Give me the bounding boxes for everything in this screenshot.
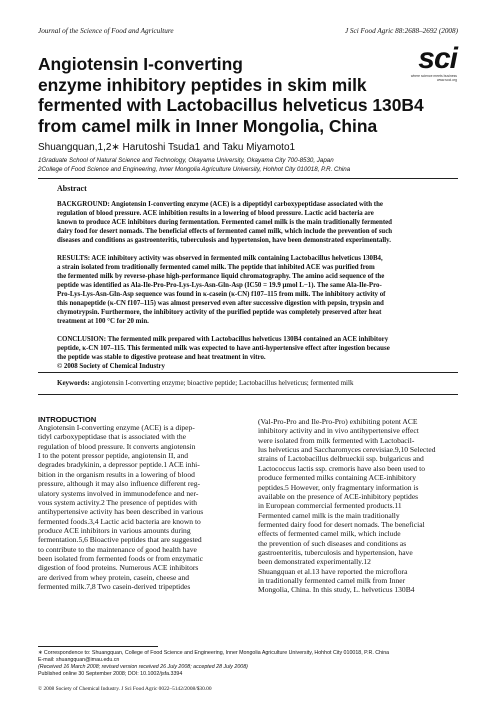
body-line: pressure, although it may also influence different reg-	[38, 479, 201, 489]
title-line: Angiotensin I-converting	[38, 54, 243, 74]
body-line: inhibitory activity and in vivo antihypertensive effect	[258, 426, 419, 436]
abstract-results	[57, 255, 441, 327]
affiliation-1: 1Graduate School of Natural Science and Technology, Okayama University, Okayama City 700-8530, Japan	[38, 157, 334, 164]
body-line: are derived from whey protein, casein, cheese and	[38, 572, 190, 582]
abstract-line: the fermented milk by reverse-phase high-performance liquid chromatography. The amino acid sequence of the	[57, 272, 385, 280]
body-line: in traditionally fermented camel milk from Inner	[258, 576, 406, 586]
body-line: produce fermented milks containing ACE-inhibitory	[258, 473, 417, 483]
abstract-line: peptide was identified as Ala-Ile-Pro-Pro-Lys-Lys-Asn-Gln-Asp (IC50 = 19.9 μmol L−1). The same Ala-Ile-Pro-	[57, 281, 382, 289]
introduction-left-column	[38, 423, 228, 591]
body-line: fermented foods.3,4 Lactic acid bacteria are known to	[38, 516, 201, 526]
body-line: lus helveticus and Saccharomyces cerevisiae.9,10 Selected	[258, 445, 436, 455]
body-line: ulatory systems involved in immunodefence and ner-	[38, 488, 199, 498]
body-line: tidyl carboxypeptidase that is associated with the	[38, 432, 186, 442]
abstract-heading: Abstract	[57, 184, 87, 193]
body-line: produce ACE inhibitors in various amounts during	[38, 525, 191, 535]
abstract-line: treatment at 100 °C for 20 min.	[57, 317, 149, 325]
abstract-line: dairy food for desert nomads. The beneficial effects of fermented camel milk, which include the prevention of such	[57, 227, 393, 235]
author-list: Shuangquan,1,2∗ Harutoshi Tsuda1 and Taku Miyamoto1	[38, 142, 296, 153]
body-line: vous system activity.2 The presence of peptides with	[38, 497, 198, 507]
body-line: Shuangquan et al.13 have reported the microflora	[258, 566, 408, 576]
abstract-line: chymotrypsin. Furthermore, the inhibitory activity of the purified peptide was completely preserved after heat	[57, 308, 382, 316]
abstract-line: RESULTS: ACE inhibitory activity was observed in fermented milk containing Lactobacillus helveticus 130B4,	[57, 255, 383, 262]
body-line: bition in the organism results in a lowering of blood	[38, 469, 195, 479]
body-line: Angiotensin I-converting enzyme (ACE) is a dipep-	[38, 423, 195, 432]
body-line: gastroenteritis, tuberculosis and hypertension, have	[258, 548, 413, 558]
body-line: fermentation.5,6 Bioactive peptides that are suggested	[38, 535, 202, 545]
body-line: were isolated from milk fermented with Lactobacil-	[258, 435, 415, 445]
body-line: antihypertensive activity has been described in various	[38, 507, 204, 517]
abstract-background	[57, 201, 441, 246]
keywords-text: angiotensin I-converting enzyme; bioactive peptide; Lactobacillus helveticus; fermented milk	[91, 379, 354, 387]
body-line: been demonstrated experimentally.12	[258, 557, 371, 567]
affiliation-2: 2College of Food Science and Engineering, Inner Mongolia Agriculture University, Hohhot City 010018, P.R. China	[38, 166, 351, 173]
copyright-line: © 2008 Society of Chemical Industry. J Sci Food Agric 0022–5142/2008/$30.00	[38, 686, 212, 692]
body-line: to contribute to the maintenance of good health have	[38, 544, 197, 554]
body-line: Fermented camel milk is the main traditionally	[258, 510, 400, 520]
body-line: digestion of food proteins. Numerous ACE inhibitors	[38, 563, 199, 573]
divider	[38, 372, 458, 373]
logo-url: www.soci.org	[437, 78, 457, 82]
body-line: Mongolia, China. In this study, L. helveticus 130B4	[258, 585, 415, 595]
body-line: regulation of blood pressure. It converts angiotensin	[38, 441, 196, 451]
paper-title	[38, 54, 424, 136]
citation: J Sci Food Agric 88:2688–2692 (2008)	[344, 27, 458, 35]
body-line: peptides.5 However, only fragmentary information is	[258, 482, 419, 492]
abstract-line: © 2008 Society of Chemical Industry	[57, 362, 165, 370]
footnote-line: E-mail: shuangquan@imau.edu.cn	[38, 656, 120, 663]
title-line: fermented with Lactobacillus helveticus 130B4	[38, 95, 424, 116]
footnote-rule	[38, 646, 158, 647]
body-line: degrades bradykinin, a depressor peptide.1 ACE inhi-	[38, 460, 200, 470]
abstract-line: this nonapeptide (κ-CN f107–115) was almost preserved even after successive digestion with pepsin, trypsin and	[57, 299, 384, 307]
body-line: the prevention of such diseases and conditions as	[258, 538, 407, 548]
divider	[38, 178, 458, 179]
abstract-conclusion	[57, 336, 441, 372]
introduction-right-column	[258, 417, 448, 595]
body-line: (Val-Pro-Pro and Ile-Pro-Pro) exhibiting potent ACE	[258, 417, 418, 426]
abstract-line: Pro-Lys-Lys-Asn-Gln-Asp sequence was found in κ-casein (κ-CN) f107–115 from milk. The inhibitory activity of	[57, 290, 386, 298]
body-line: fermented dairy food for desert nomads. The beneficial	[258, 519, 425, 529]
body-line: effects of fermented camel milk, which include	[258, 529, 401, 539]
body-line: Lactococcus lactis ssp. cremoris have also been used to	[258, 463, 426, 473]
sci-logo	[405, 44, 457, 84]
keywords	[57, 379, 441, 387]
body-line: I to the potent pressor peptide, angiotensin II, and	[38, 451, 189, 461]
abstract-line: BACKGROUND: Angiotensin I-converting enzyme (ACE) is a dipeptidyl carboxypeptidase associated with the	[57, 201, 383, 208]
body-line: been isolated from fermented foods or from enzymatic	[38, 554, 203, 564]
footnotes	[38, 650, 389, 678]
title-line: from camel milk in Inner Mongolia, China	[38, 115, 378, 136]
abstract-line: peptide, κ-CN 107–115. This fermented milk was expected to have anti-hypertensive effect after ingestion because	[57, 344, 390, 352]
footnote-line: ∗ Correspondence to: Shuangquan, College of Food Science and Engineering, Inner Mongolia Agriculture University, Hohhot City 010018, P.R. China	[38, 650, 390, 656]
introduction-heading: INTRODUCTION	[38, 415, 97, 424]
footnote-line: Published online 30 September 2008; DOI: 10.1002/jsfa.3394	[38, 670, 183, 677]
abstract-line: regulation of blood pressure. ACE inhibition results in a lowering of blood pressure. Lactic acid bacteria are	[57, 209, 374, 217]
footnote-line: (Received 16 March 2008; revised version received 26 July 2008; accepted 28 July 2008)	[38, 663, 248, 670]
abstract-line: the peptide was stable to digestive protease and heat treatment in vitro.	[57, 353, 266, 361]
body-line: in European commercial fermented products.11	[258, 501, 402, 511]
body-line: available on the presence of ACE-inhibitory peptides	[258, 491, 419, 501]
title-line: enzyme inhibitory peptides in skim milk	[38, 74, 367, 95]
abstract-line: a strain isolated from traditionally fermented camel milk. The peptide that inhibited ACE was purified from	[57, 263, 375, 271]
keywords-label: Keywords:	[57, 379, 90, 387]
logo-tagline: where science meets business	[410, 74, 457, 78]
journal-name: Journal of the Science of Food and Agriculture	[38, 27, 174, 35]
abstract-line: CONCLUSION: The fermented milk prepared with Lactobacillus helveticus 130B4 contained an ACE inhibitory	[57, 336, 389, 343]
abstract-line: known to produce ACE inhibitors during fermentation. Fermented camel milk is the main traditionally fermented	[57, 218, 393, 226]
body-line: fermented milk.7,8 Two casein-derived tripeptides	[38, 582, 191, 592]
logo-mark: sci	[418, 42, 457, 75]
abstract-line: diseases and conditions as gastroenteritis, tuberculosis and hypertension, have been demonstrated experimentally.	[57, 236, 391, 244]
body-line: strains of Lactobacillus delbrueckii ssp. bulgaricus and	[258, 454, 424, 464]
divider	[38, 394, 458, 395]
